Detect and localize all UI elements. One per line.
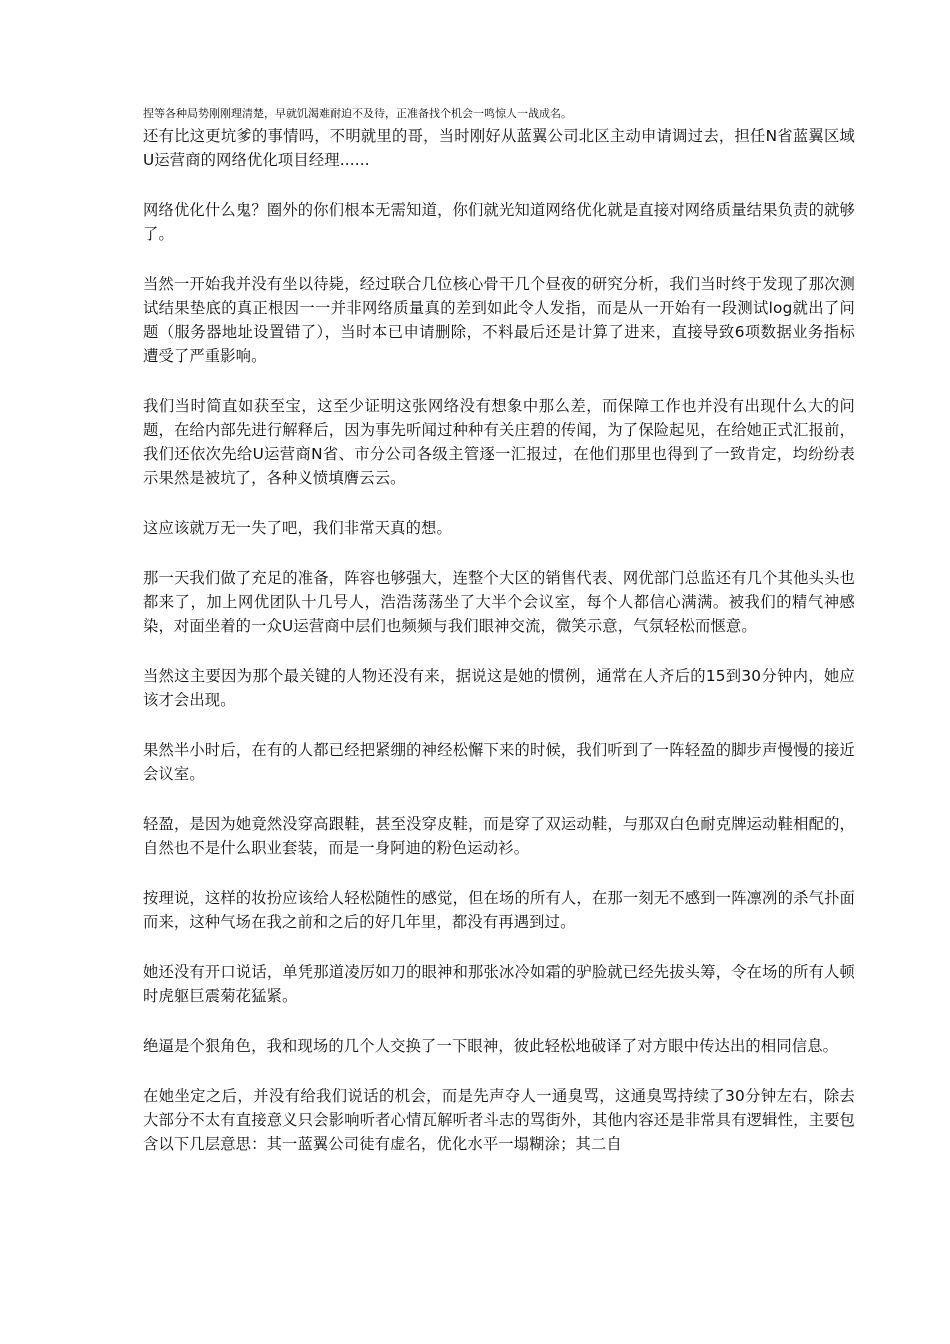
paragraph-9: 轻盈，是因为她竟然没穿高跟鞋，甚至没穿皮鞋，而是穿了双运动鞋，与那双白色耐克牌运动鞋相配的，自然也不是什么职业套装，而是一身阿迪的粉色运动衫。 xyxy=(143,815,855,857)
paragraph-13: 在她坐定之后，并没有给我们说话的机会，而是先声夺人一通臭骂，这通臭骂持续了30分钟左右，除去大部分不太有直接意义只会影响听者心情瓦解听者斗志的骂街外，其他内容还是非常具有逻辑性，主要包含以下几层意思：其一蓝翼公司徒有虚名，优化水平一塌糊涂；其二自 xyxy=(143,1087,855,1153)
document-body xyxy=(143,104,855,1156)
paragraph-8: 果然半小时后，在有的人都已经把紧绷的神经松懈下来的时候，我们听到了一阵轻盈的脚步声慢慢的接近会议室。 xyxy=(143,741,855,783)
paragraph-10: 按理说，这样的妆扮应该给人轻松随性的感觉，但在场的所有人，在那一刻无不感到一阵凛冽的杀气扑面而来，这种气场在我之前和之后的好几年里，都没有再遇到过。 xyxy=(143,889,855,931)
paragraph-12: 绝逼是个狠角色，我和现场的几个人交换了一下眼神，彼此轻松地破译了对方眼中传达出的相同信息。 xyxy=(143,1037,839,1055)
paragraph-6: 那一天我们做了充足的准备，阵容也够强大，连整个大区的销售代表、网优部门总监还有几个其他头头也都来了，加上网优团队十几号人，浩浩荡荡坐了大半个会议室，每个人都信心满满。被我们的精气神感染，对面坐着的一众U运营商中层们也频频与我们眼神交流，微笑示意，气氛轻松而惬意。 xyxy=(143,569,855,635)
paragraph-4: 我们当时简直如获至宝，这至少证明这张网络没有想象中那么差，而保障工作也并没有出现什么大的问题，在给内部先进行解释后，因为事先听闻过种种有关庄碧的传闻，为了保险起见，在给她正式汇报前，我们还依次先给U运营商N省、市分公司各级主管逐一汇报过，在他们那里也得到了一致肯定，均纷纷表示果然是被坑了，各种义愤填膺云云。 xyxy=(143,397,855,487)
paragraph-1: 还有比这更坑爹的事情吗，不明就里的哥，当时刚好从蓝翼公司北区主动申请调过去，担任N省蓝翼区域U运营商的网络优化项目经理...... xyxy=(143,127,855,169)
paragraph-5: 这应该就万无一失了吧，我们非常天真的想。 xyxy=(143,519,452,537)
paragraph-7: 当然这主要因为那个最关键的人物还没有来，据说这是她的惯例，通常在人齐后的15到30分钟内，她应该才会出现。 xyxy=(143,667,855,709)
paragraph-3: 当然一开始我并没有坐以待毙，经过联合几位核心骨干几个昼夜的研究分析，我们当时终于发现了那次测试结果垫底的真正根因一一并非网络质量真的差到如此令人发指，而是从一开始有一段测试log就出了问题（服务器地址设置错了），当时本已申请删除，不料最后还是计算了进来，直接导致6项数据业务指标遭受了严重影响。 xyxy=(143,275,855,365)
paragraph-11: 她还没有开口说话，单凭那道凌厉如刀的眼神和那张冰冷如霜的驴脸就已经先拔头筹，令在场的所有人顿时虎躯巨震菊花猛紧。 xyxy=(143,963,855,1005)
paragraph-2: 网络优化什么鬼？圈外的你们根本无需知道，你们就光知道网络优化就是直接对网络质量结果负责的就够了。 xyxy=(143,201,855,243)
intro-line: 捏等各种局势刚刚理清楚，早就饥渴难耐迫不及待，正准备找个机会一鸣惊人一战成名。 xyxy=(143,107,572,120)
